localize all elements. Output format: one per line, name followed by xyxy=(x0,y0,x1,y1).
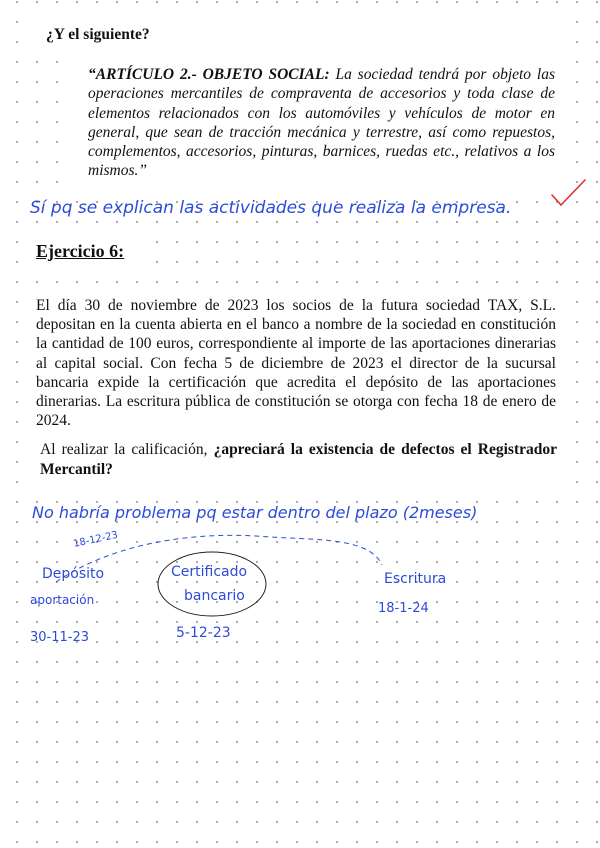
exercise-statement: El día 30 de noviembre de 2023 los socios de la futura sociedad TAX, S.L. depositan en la cuenta abierta en el banco a nombre de la sociedad en constitución la cantidad de 100 euros, correspondiente al importe de las aportaciones dinerarias al capital social. Con fecha 5 de diciembre de 2023 el director de la sucursal bancaria expide la certificación que acredita el depósito de las aportaciones dinerarias. La escritura pública de constitución se otorga con fecha 18 de enero de 2024. xyxy=(36,297,556,430)
question-plain: Al realizar la calificación, xyxy=(40,441,214,458)
bancario-label: bancario xyxy=(184,588,245,604)
top-question: ¿Y el siguiente? xyxy=(46,26,150,43)
certificado-date: 5-12-23 xyxy=(176,625,231,641)
deposito-label: Depósito xyxy=(42,566,105,582)
escritura-label: Escritura xyxy=(384,571,447,587)
aportacion-label: aportación xyxy=(30,593,95,607)
question-bold: ¿apreciará la existencia de defectos el Registrador Mercantil? xyxy=(40,441,557,478)
article-heading: “ARTÍCULO 2.- OBJETO SOCIAL: xyxy=(88,66,330,83)
deposito-date: 30-11-23 xyxy=(30,630,90,645)
handwritten-answer-2: No habría problema pq estar dentro del plazo (2meses) xyxy=(32,503,478,522)
escritura-date: 18-1-24 xyxy=(378,601,429,616)
certificado-circle xyxy=(158,552,266,616)
certificado-label: Certificado xyxy=(171,564,248,580)
exercise-title: Ejercicio 6: xyxy=(36,241,125,261)
check-mark-icon xyxy=(552,180,585,205)
span-date-label: 18-12-23 xyxy=(72,529,120,550)
article-body: La sociedad tendrá por objeto las operaciones mercantiles de compraventa de accesorios y toda clase de elementos relacionados con los automóviles y vehículos de motor en general, que sean de tracción mecánica y terrestre, así como repuestos, complementos, accesorios, pinturas, barnices, ruedas etc., relativos a los mismos.” xyxy=(88,66,555,180)
handwritten-answer-1: Sí pq se explican las actividades que realiza la empresa. xyxy=(30,198,512,218)
